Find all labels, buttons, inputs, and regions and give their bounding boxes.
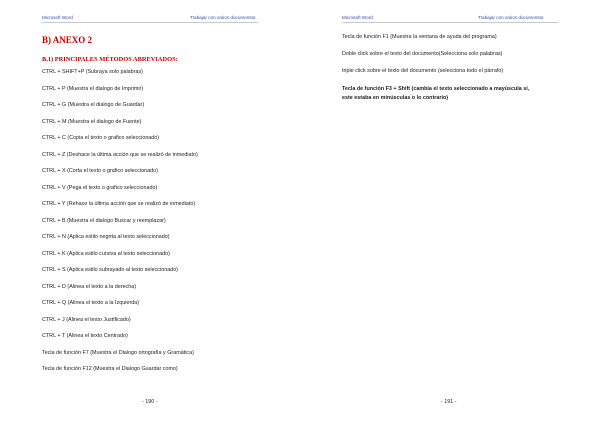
shortcut-line: CTRL + Q (Alinea el texto a la Izquierda) xyxy=(42,300,140,306)
shortcut-line-bold: este estaba en minúsculas o lo contrario) xyxy=(342,95,449,101)
shortcut-line: CTRL + D (Alinea el texto a la derecha) xyxy=(42,284,137,290)
shortcut-line: triple click sobre el texto del documento (selecciona todo el párrafo) xyxy=(342,68,504,74)
section-heading: B) ANEXO 2 xyxy=(42,35,93,45)
shortcut-line: CTRL + Z (Deshace la última acción que se realizó de inmediato) xyxy=(42,152,198,158)
running-header-right: Trabajar con varios documentos xyxy=(478,15,544,20)
shortcut-line: CTRL + B (Muestra el dialogo Buscar y reemplazar) xyxy=(42,218,166,224)
shortcut-line: CTRL + X (Corta el texto o grafico seleccionado) xyxy=(42,168,158,174)
shortcut-line: CTRL + T (Alinea el texto Centrado) xyxy=(42,333,128,339)
page-number: - 191 - xyxy=(441,399,457,405)
shortcut-line: CTRL + G (Muestra el dialogo de Guardar) xyxy=(42,102,145,108)
shortcut-line: Doble click sobre el texto del documento(Selecciona solo palabras) xyxy=(342,51,503,57)
shortcut-line: CTRL + C (Copia el texto o grafico seleccionado) xyxy=(42,135,160,141)
document-page-right xyxy=(300,0,600,424)
header-rule xyxy=(342,22,558,23)
running-header-left: Microsoft Word xyxy=(42,15,73,20)
shortcut-line: CTRL + Y (Rehace la última acción que se realizó de inmediato) xyxy=(42,201,196,207)
shortcut-line: CTRL + S (Aplica estilo subrayado al texto seleccionado) xyxy=(42,267,178,273)
shortcut-line: CTRL + K (Aplica estilo cursiva al texto seleccionado) xyxy=(42,251,170,257)
shortcut-line: Tecla de función F12 (Muestra el Dialogo Guardar como) xyxy=(42,366,178,372)
running-header-left: Microsoft Word xyxy=(342,15,373,20)
shortcut-line: CTRL + P (Muestra el dialogo de Imprimir) xyxy=(42,86,144,92)
page-number: - 190 - xyxy=(142,399,158,405)
shortcut-line: CTRL + N (Aplica estilo negrita al texto seleccionado) xyxy=(42,234,170,240)
shortcut-line: Tecla de función F1 (Muestra la ventana de ayuda del programa) xyxy=(342,34,497,40)
header-rule xyxy=(42,22,258,23)
shortcut-line: CTRL + SHIFT+P (Subraya solo palabras) xyxy=(42,69,143,75)
shortcut-line-bold: Tecla de función F3 + Shift (cambia el texto seleccionado a mayúscula si, xyxy=(342,86,530,92)
shortcut-line: Tecla de función F7 (Muestra el Dialogo ortografía y Gramática) xyxy=(42,350,194,356)
shortcut-line: CTRL + M (Muestra el dialogo de Fuente) xyxy=(42,119,142,125)
running-header-right: Trabajar con varios documentos xyxy=(190,15,256,20)
sub-heading: B.1) PRINCIPALES MÉTODOS ABREVIADOS: xyxy=(42,56,178,63)
shortcut-line: CTRL + J (Alinea el texto Justificado) xyxy=(42,317,131,323)
shortcut-line: CTRL + V (Pega el texto o grafico seleccionado) xyxy=(42,185,158,191)
